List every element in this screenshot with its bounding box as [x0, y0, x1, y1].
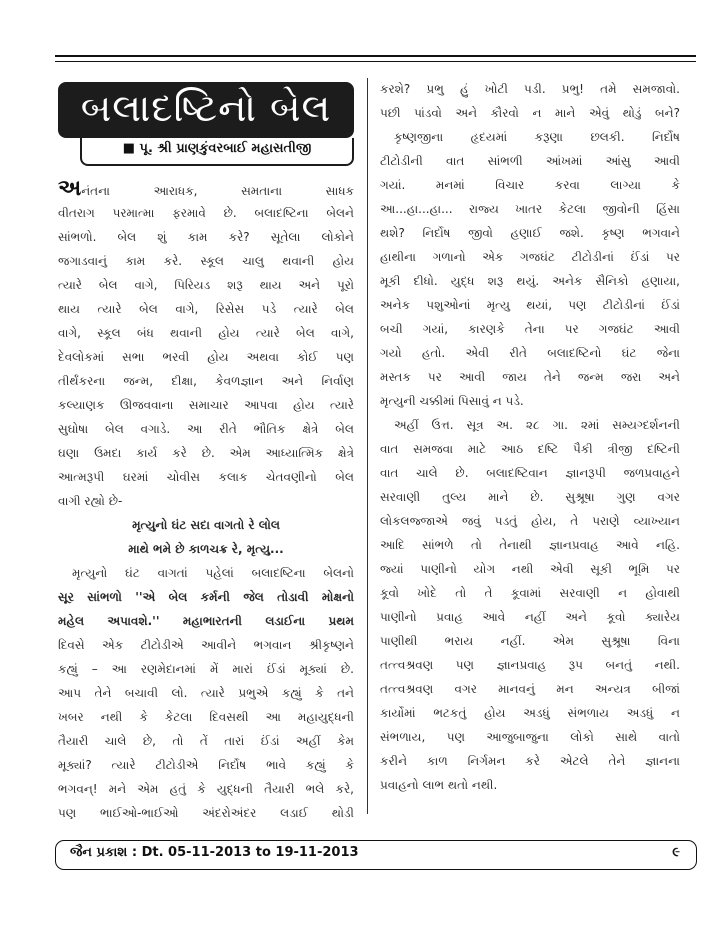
text-line: થશે? નિર્દોષ જીવો હણાઈ જશે. કૃષ્ણ ભગવાને [380, 226, 680, 240]
text-line: મૃત્યુનો ઘંટ વાગતાં પહેલાં બલાદષ્ટિના બેલનો [72, 566, 354, 580]
text-line: વીતરાગ પરમાત્મા ફરમાવે છે. બલાદષ્ટિના બેલને [58, 206, 354, 220]
text-line: વાગી રહ્યો છે- [58, 494, 123, 508]
text-line: કૂવો ખોદે તો તે કૂવામાં સરવાણી ન હોવાથી [380, 586, 680, 600]
text-line: વાગે, સ્કૂલ બંધ થવાની હોય ત્યારે બેલ વાગે, [58, 326, 354, 340]
text-line: આ...હા...હા... રાજ્ય ખાતર કેટલા જીવોની હિંસા [380, 202, 680, 216]
text-line: ખબર નથી કે કેટલા દિવસથી આ મહાયુદ્ધની [58, 710, 354, 724]
text-line: જગાડવાનું કામ કરે. સ્કૂલ ચાલુ થવાની હોય [58, 254, 354, 268]
text-line: ઘણા ઉમદા કાર્ય કરે છે. એમ આધ્યાત્મિક ક્ષેત્રે [58, 446, 354, 460]
text-line: સરવાણી તુલ્ય માને છે. સુશ્રૂષા ગુણ વગર [380, 490, 680, 504]
text-line: વાત ચાલે છે. બલાદષ્ટિવાન જ્ઞાનરૂપી જળપ્રવાહને [380, 466, 680, 480]
text-line: તીર્થંકરના જન્મ, દીક્ષા, કેવળજ્ઞાન અને નિર્વાણ [58, 374, 354, 388]
publication-info: જૈન પ્રકાશ : Dt. 05-11-2013 to 19-11-2013 [70, 845, 359, 860]
text-line: કાર્યોમાં ભટકતું હોય અડધું સંભળાય અડધું ન [380, 706, 680, 720]
text-line: પણ ભાઈઓ-ભાઈઓ અંદરોઅંદર લડાઈ થોડી [58, 806, 354, 820]
text-line: વાત સમજવા માટે આઠ દષ્ટિ પૈકી ત્રીજી દષ્ટિની [380, 442, 680, 456]
text-line: લોકલજ્જાએ જવું પડતું હોય, તે પરાણે વ્યાખ્યાન [380, 514, 680, 528]
text-line: દિવસે એક ટીટોડીએ આવીને ભગવાન શ્રીકૃષ્ણને [58, 638, 354, 652]
top-rule-thick [55, 55, 696, 57]
text-line: દેવલોકમાં સભા ભરવી હોય અથવા કોઈ પણ [58, 350, 354, 364]
text-line: કરશે? પ્રભુ હું ખોટી પડી. પ્રભુ! તમે સમજાવો. [380, 82, 680, 96]
page-number: ૯ [672, 845, 680, 860]
text-line: મૂકી દીધો. યુદ્ધ શરૂ થયું. અનેક સૈનિકો હણાયા, [380, 274, 680, 288]
text-line: કૃષ્ણજીના હૃદયમાં કરૂણા છલકી. નિર્દોષ [394, 130, 680, 144]
text-line: સુઘોષા બેલ વગાડે. આ રીતે ભૌતિક ક્ષેત્રે બેલ [58, 422, 354, 436]
text-line: કહ્યું – આ રણમેદાનમાં મેં મારાં ઈંડાં મૂક્યાં છે. [58, 662, 354, 676]
text-line: કરીને કાળ નિર્ગમન કરે એટલે તેને જ્ઞાનના [380, 754, 680, 768]
verse-line: માથે ભમે છે કાળચક્ર રે, મૃત્યુ... [128, 542, 284, 556]
text-line: મસ્તક પર આવી જાય તેને જન્મ જરા અને [380, 370, 680, 384]
page-footer [55, 840, 697, 870]
author-banner [80, 138, 354, 166]
verse-line: મૃત્યુનો ઘંટ સદા વાગતો રે લોલ [132, 518, 280, 532]
text-line: આત્મરૂપી ઘરમાં ચોવીસ કલાક ચેતવણીનો બેલ [58, 470, 354, 484]
text-line: મૂક્યાં? ત્યારે ટીટોડીએ નિર્દોષ ભાવે કહ્યું કે [58, 758, 354, 772]
text-line: ગયાં. મનમાં વિચાર કરવા લાગ્યા કે [380, 178, 680, 192]
text-line: બચી ગયાં, કારણકે તેના પર ગજઘંટ આવી [380, 322, 680, 336]
text-line: તત્ત્વશ્રવણ પણ જ્ઞાનપ્રવાહ રૂપ બનતું નથી. [380, 658, 680, 672]
text-line: ભગવન્! મને એમ હતું કે યુદ્ધની તૈયારી ભલે કરે, [58, 782, 354, 796]
text-line: સંભળાય, પણ આજુબાજુના લોકો સાથે વાતો [380, 730, 680, 744]
text-line: મહેલ અપાવશે.'' મહાભારતની લડાઈના પ્રથમ [58, 614, 354, 628]
text-line: તૈયારી ચાલે છે, તો તેં તારાં ઈંડાં અહીં કેમ [58, 734, 354, 748]
text-line: હાથીના ગળાનો એક ગજઘંટ ટીટોડીનાં ઈંડાં પર [380, 250, 680, 264]
text-line: કલ્યાણક ઊજવવાના સમાચાર આપવા હોય ત્યારે [58, 398, 354, 412]
article-title: બલાદષ્ટિનો બેલ [80, 86, 332, 130]
text-line: અનંતના આરાધક, સમતાના સાધક [58, 177, 354, 201]
column-divider [367, 78, 368, 814]
text-line: તત્ત્વશ્રવણ વગર માનવનું મન અન્યત્ર બીજાં [380, 682, 680, 696]
text-line: અહીં ઉત્ત. સૂત્ર અ. ૨૮ ગા. ૨માં સમ્યગ્દર્શનની [394, 418, 680, 432]
text-line: પાણીનો પ્રવાહ આવે નહીં અને કૂવો ક્યારેય [380, 610, 680, 624]
text-line: ત્યારે બેલ વાગે, પિરિયડ શરૂ થાય અને પૂરો [58, 278, 354, 292]
text-line: સૂર સાંભળો ''એ બેલ કર્મની જેલ તોડાવી મોક્ષનો [58, 590, 354, 604]
text-line: અનેક પશુઓનાં મૃત્યુ થયાં, પણ ટીટોડીનાં ઈંડાં [380, 298, 680, 312]
text-line: ગયો હતો. એવી રીતે બલાદષ્ટિનો ઘંટ જેના [380, 346, 680, 360]
text-line: થાય ત્યારે બેલ વાગે, રિસેસ પડે ત્યારે બેલ [58, 302, 354, 316]
text-line: ટીટોડીની વાત સાંભળી આંખમાં આંસુ આવી [380, 154, 680, 168]
text-line: પાણીથી ભરાય નહીં. એમ સુશ્રૂષા વિના [380, 634, 680, 648]
article-title-banner [58, 82, 354, 138]
text-line: આદિ સાંભળે તો તેનાથી જ્ઞાનપ્રવાહ આવે નહિ. [380, 538, 680, 552]
top-rule-thin [55, 61, 696, 62]
text-line: સાંભળો. બેલ શું કામ કરે? સૂતેલા લોકોને [58, 230, 354, 244]
text-line: પ્રવાહનો લાભ થતો નથી. [380, 778, 498, 792]
text-line: આપ તેને બચાવી લો. ત્યારે પ્રભુએ કહ્યું કે તને [58, 686, 354, 700]
text-line: જ્યાં પાણીનો યોગ નથી એવી સૂકી ભૂમિ પર [380, 562, 680, 576]
right-column [380, 77, 680, 797]
author-name: ■ પૂ. શ્રી પ્રાણકુંવરબાઈ મહાસતીજી [122, 141, 312, 156]
left-column [58, 177, 354, 825]
text-line: મૃત્યુની ચક્કીમાં પિસાવું ન પડે. [380, 394, 524, 408]
text-line: પછી પાંડવો અને કૌરવો ન માને એવું થોડું બને? [380, 106, 680, 120]
drop-cap: અ [58, 177, 82, 201]
